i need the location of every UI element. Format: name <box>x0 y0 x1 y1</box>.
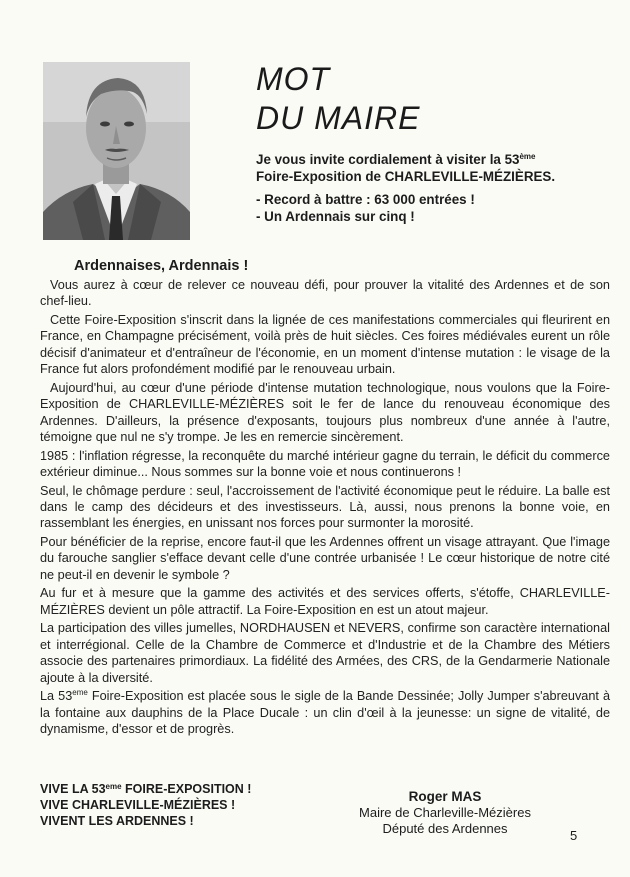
paragraph: Pour bénéficier de la reprise, encore faut-il que les Ardennes offrent un visage attrayant. Que l'image du farouche sanglier s'efface devant celle d'une contrée urbanisée ! Le cœur historique de notre cité ne peut-il en devenir le symbole ? <box>40 535 610 582</box>
page-title <box>256 60 420 138</box>
invitation-line-2: Foire-Exposition de CHARLEVILLE-MÉZIÈRES. <box>256 169 556 184</box>
invitation-line-1 <box>256 151 606 168</box>
signatory-role-mayor: Maire de Charleville-Mézières <box>359 805 531 820</box>
invitation-block <box>256 151 606 185</box>
signatory-role-deputy: Député des Ardennes <box>382 821 508 836</box>
closing-slogans <box>40 781 251 829</box>
last-paragraph-ordinal-suffix: eme <box>72 688 88 698</box>
paragraph: Au fur et à mesure que la gamme des activités et des services offerts, s'étoffe, CHARLEVILLE-MÉZIÈRES devient un pôle attractif. La Foire-Exposition en est un atout majeur. <box>40 586 610 617</box>
portrait-illustration <box>43 62 190 240</box>
slogan-foire <box>40 781 251 797</box>
greeting-heading: Ardennaises, Ardennais ! <box>74 258 249 274</box>
last-paragraph-rest: Foire-Exposition est placée sous le sigle de la Bande Dessinée; Jolly Jumper s'abreuvant à la fontaine aux dauphins de la Place Ducale : un clin d'œil à la jeunesse: un signe de vitalité, de dynamisme, d'essor et de progrès. <box>40 689 611 737</box>
highlight-item-ardennais: - Un Ardennais sur cinq ! <box>256 209 415 224</box>
slogan-city: VIVE CHARLEVILLE-MÉZIÈRES ! <box>40 798 236 812</box>
paragraph-last <box>40 688 610 737</box>
title-line-2: DU MAIRE <box>256 100 421 136</box>
paragraph: 1985 : l'inflation régresse, la reconquête du marché intérieur gagne du terrain, le déficit du commerce extérieur diminue... Nous sommes sur la bonne voie et nous continuerons ! <box>40 448 610 480</box>
mayor-portrait-photo <box>43 62 190 240</box>
last-paragraph-start: La 53 <box>40 689 73 704</box>
highlights-list <box>256 191 475 225</box>
highlight-item-record: - Record à battre : 63 000 entrées ! <box>256 192 475 207</box>
paragraph: Cette Foire-Exposition s'inscrit dans la lignée de ces manifestations commerciales qui fleurirent en France, en Champagne précisément, voilà près de huit siècles. Ces foires médiévales eurent un rôle décisif d'animateur et d'entraîneur de l'économie, en un moment d'intense mutation : le visage de la France fut alors profondément modifié par le renouveau urbain. <box>40 313 610 377</box>
title-line-1: MOT <box>256 61 331 97</box>
page-number: 5 <box>570 828 578 843</box>
paragraph: La participation des villes jumelles, NORDHAUSEN et NEVERS, confirme son caractère international et interrégional. Celle de la Chambre de Commerce et d'Industrie et de la Chambre des Métiers associe des partenaires primordiaux. La fidélité des Armées, des CRS, de la Gendarmerie Nationale ajoute à la diversité. <box>40 621 610 685</box>
slogan-foire-end: FOIRE-EXPOSITION ! <box>121 782 252 796</box>
slogan-ardennes: VIVENT LES ARDENNES ! <box>40 814 194 828</box>
invitation-ordinal-suffix: ème <box>519 152 536 161</box>
paragraph: Seul, le chômage perdure : seul, l'accroissement de l'activité économique peut le réduire. La balle est dans le camp des décideurs et des investisseurs. Là, aussi, nous prenons la bonne voie, en rassemblant les énergies, en unissant nos forces pour surmonter la morosité. <box>40 483 610 531</box>
paragraph: Aujourd'hui, au cœur d'une période d'intense mutation technologique, nous voulons que la Foire-Exposition de CHARLEVILLE-MÉZIÈRES soit le fer de lance du renouveau économique des Ardennes. D'ailleurs, la présence d'exposants, toujours plus nombreux d'une année à l'autre, témoigne que nul ne s'y trompe. Je les en remercie sincèrement. <box>40 380 610 445</box>
signature-block <box>330 789 560 837</box>
paragraph: Vous aurez à cœur de relever ce nouveau défi, pour prouver la vitalité des Ardennes et de son chef-lieu. <box>40 278 610 309</box>
slogan-foire-start: VIVE LA 53 <box>40 782 106 796</box>
letter-body <box>40 277 610 740</box>
slogan-ordinal-suffix: eme <box>105 782 122 791</box>
signatory-name: Roger MAS <box>408 789 482 804</box>
invitation-line-1-text: Je vous invite cordialement à visiter la 53 <box>256 152 520 167</box>
